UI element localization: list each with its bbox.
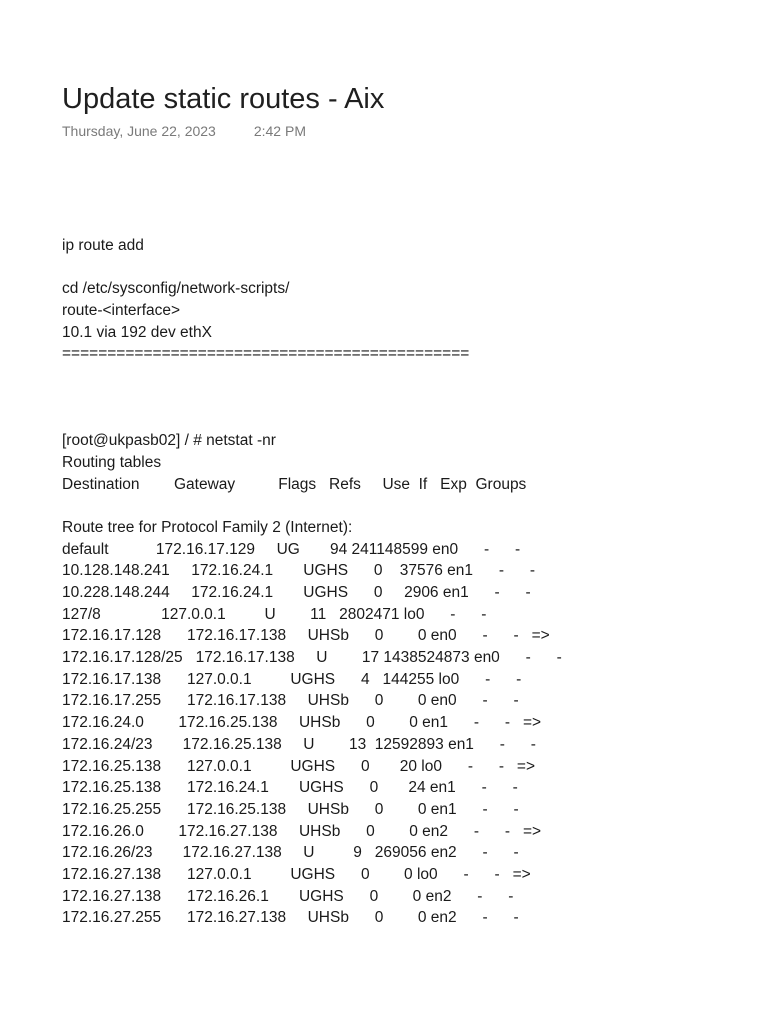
text-line: cd /etc/sysconfig/network-scripts/ — [62, 280, 290, 298]
route-row: 172.16.17.128/25 172.16.17.138 U 17 1438524873 en0 - - — [62, 649, 562, 667]
spacer — [62, 409, 562, 431]
note-body — [62, 235, 562, 929]
route-row: 172.16.24/23 172.16.25.138 U 13 12592893 en1 - - — [62, 735, 536, 753]
route-row: 172.16.25.255 172.16.25.138 UHSb 0 0 en1 - - — [62, 800, 519, 818]
route-row: 172.16.26/23 172.16.27.138 U 9 269056 en2 - - — [62, 844, 519, 862]
spacer — [62, 365, 562, 387]
page-title: Update static routes - Aix — [62, 83, 385, 115]
route-row: 172.16.25.138 127.0.0.1 UGHS 0 20 lo0 - - => — [62, 757, 535, 775]
note-time: 2:42 PM — [253, 123, 306, 139]
text-line: ip route add — [62, 237, 144, 254]
text-line: Routing tables — [62, 453, 162, 471]
route-row: 172.16.17.138 127.0.0.1 UGHS 4 144255 lo0 - - — [62, 670, 522, 688]
route-row: 127/8 127.0.0.1 U 11 2802471 lo0 - - — [62, 605, 487, 623]
command-line: [root@ukpasb02] / # netstat -nr — [62, 432, 276, 450]
route-row: 172.16.27.138 127.0.0.1 UGHS 0 0 lo0 - - => — [62, 865, 531, 883]
route-row: 10.128.148.241 172.16.24.1 UGHS 0 37576 en1 - - — [62, 562, 536, 580]
note-timestamp — [62, 122, 306, 140]
route-row: 172.16.17.255 172.16.17.138 UHSb 0 0 en0 - - — [62, 692, 519, 710]
route-row: 172.16.25.138 172.16.24.1 UGHS 0 24 en1 - - — [62, 779, 518, 797]
text-line: route-<interface> — [62, 302, 181, 320]
text-line: 10.1 via 192 dev ethX — [62, 323, 212, 341]
route-row: 172.16.24.0 172.16.25.138 UHSb 0 0 en1 - - => — [62, 714, 542, 732]
separator-line: ============================================= — [62, 345, 470, 363]
route-row: 172.16.17.128 172.16.17.138 UHSb 0 0 en0 - - => — [62, 627, 550, 645]
route-row: default 172.16.17.129 UG 94 241148599 en0 - - — [62, 540, 521, 558]
text-line: Route tree for Protocol Family 2 (Internet): — [62, 518, 353, 536]
table-header: Destination Gateway Flags Refs Use If Exp Groups — [62, 475, 527, 493]
spacer — [62, 387, 562, 409]
text-line — [62, 495, 562, 517]
note-date: Thursday, June 22, 2023 — [62, 123, 216, 139]
route-row: 10.228.148.244 172.16.24.1 UGHS 0 2906 en1 - - — [62, 584, 531, 601]
route-row: 172.16.27.255 172.16.27.138 UHSb 0 0 en2 - - — [62, 909, 519, 927]
route-row: 172.16.27.138 172.16.26.1 UGHS 0 0 en2 - - — [62, 887, 514, 905]
route-row: 172.16.26.0 172.16.27.138 UHSb 0 0 en2 - - => — [62, 822, 542, 840]
text-line — [62, 257, 562, 279]
